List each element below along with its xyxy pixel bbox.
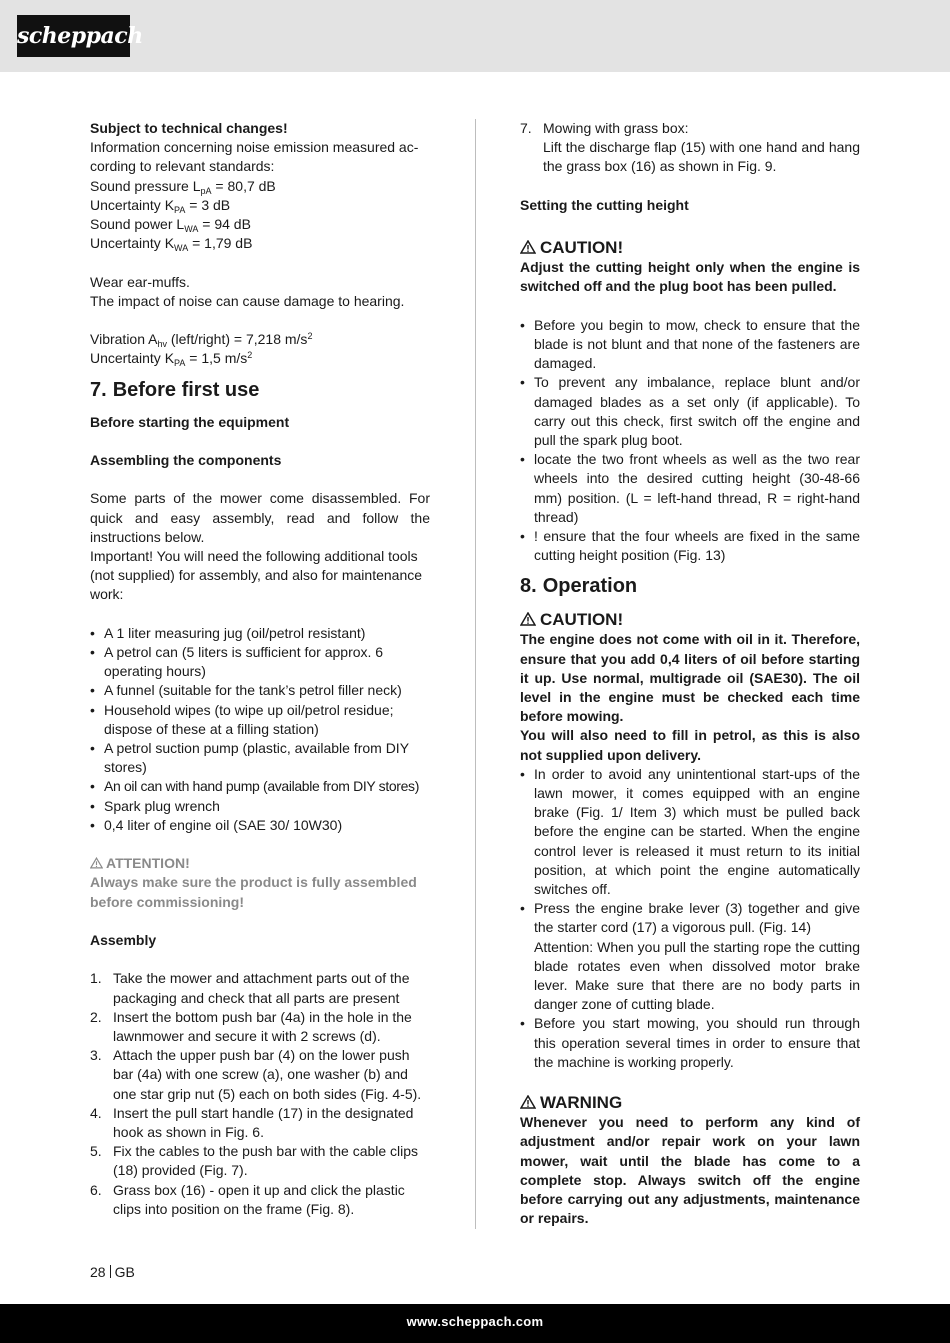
section-heading-8: 8. Operation [520,575,638,598]
noise-info-line-1: Information concerning noise emission measured ac- [90,139,419,156]
vibration-value: Vibration $A_{hv}$ (left/right) = 7,218 $m/s^2$ [90,331,313,350]
assembling-heading: Assembling the components [90,452,282,468]
list-item: 5. Fix the cables to the push bar with the cable clips (18) provided (Fig. 7). [90,1143,419,1179]
list-item: • locate the two front wheels as well as the two rear wheels into the desired cutting height (30-48-66 mm) position. (L = left-hand thread, R = right-hand thread) [520,450,860,527]
uncertainty-kwa: Uncertainty $K_{WA} = 1,79$ dB [90,235,253,254]
cutting-height-heading: Setting the cutting height [520,196,689,213]
intro-paragraph-2: Important! You will need the following additional tools (not supplied) for assembly, and also for maintenance work: [90,548,423,603]
page-number: 28 GB [90,1264,135,1280]
list-item: 1. Take the mower and attachment parts out of the packaging and check that all parts are present [90,970,410,1006]
list-item: • Before you start mowing, you should run through this operation several times in order to ensure that the machine is working properly. [520,1014,860,1072]
list-item: 7. Mowing with grass box: Lift the discharge flap (15) with one hand and hang the grass box (16) as shown in Fig. 9. [520,120,860,175]
left-column [90,119,430,1219]
warning-triangle-icon [90,857,103,869]
ear-muffs-note: Wear ear-muffs. [90,273,190,290]
cutting-height-list [520,316,860,566]
list-item: 4. Insert the pull start handle (17) in the designated hook as shown in Fig. 6. [90,1104,414,1141]
assembly-steps [90,969,430,1219]
intro-paragraph-1: Some parts of the mower come disassembled. For quick and easy assembly, read and follow the instructions below. [90,490,430,545]
attention-heading: ATTENTION! [90,854,430,873]
right-column [520,119,860,1228]
vibration-uncertainty: Uncertainty $K_{PA} = 1,5$ $m/s^2$ [90,350,253,369]
list-item: • 0,4 liter of engine oil (SAE 30/ 10W30) [90,816,430,835]
list-item: • To prevent any imbalance, replace blunt and/or damaged blades as a set only (if applicable). To carry out this check, first switch off the engine and pull the spark plug boot. [520,373,860,450]
list-item: • Before you begin to mow, check to ensure that the blade is not blunt and that none of the fasteners are damaged. [520,316,860,374]
technical-changes-note: Subject to technical changes! [90,120,288,136]
caution-heading-2: CAUTION! [520,609,860,630]
list-item: • Press the engine brake lever (3) together and give the starter cord (17) a vigorous pull. (Fig. 14) Attention: When you pull the starting rope the cutting blade rotates even when dissolved motor brake lever. Make sure that there are no body parts in danger zone of cutting blade. [520,899,860,1014]
caution-heading-1: CAUTION! [520,237,860,258]
warning-triangle-icon [520,612,536,626]
list-item: 6. Grass box (16) - open it up and click the plastic clips into position on the frame (Fig. 8). [90,1181,405,1217]
list-item: • A 1 liter measuring jug (oil/petrol resistant) [90,624,430,643]
list-item: 2. Insert the bottom push bar (4a) in the hole in the lawnmower and secure it with 2 screws (d). [90,1008,412,1045]
caution-text-2: The engine does not come with oil in it. Therefore, ensure that you add 0,4 liters of oil before starting it up. Use normal, multigrade oil (SAE30). The oil level in the engine must be checked each time before mowing. [520,631,860,725]
website-link[interactable]: www.scheppach.com [406,1314,544,1329]
list-item: • ! ensure that the four wheels are fixed in the same cutting height position (Fig. 13) [520,527,860,565]
column-divider [475,119,476,1229]
tools-list [90,624,430,835]
caution-text-1: Adjust the cutting height only when the engine is switched off and the plug boot has been pulled. [520,259,860,295]
list-item: • Spark plug wrench [90,797,430,816]
noise-info-line-2: cording to relevant standards: [90,158,275,175]
list-item: • A petrol suction pump (plastic, available from DIY stores) [90,739,430,777]
sound-pressure: Sound pressure $L_{pA} = 80,7$ dB [90,177,276,196]
attention-text: Always make sure the product is fully assembled before commissioning! [90,874,417,910]
warning-text: Whenever you need to perform any kind of adjustment and/or repair work on your lawn mower, wait until the blade has come to a complete stop. Always switch off the engine before carrying out any adjustments, maintenance or repairs. [520,1114,860,1227]
operation-list [520,765,860,1072]
page-header [0,0,950,72]
list-item: • A funnel (suitable for the tank’s petrol filler neck) [90,681,430,700]
assembly-step-7 [520,119,860,177]
before-starting-heading: Before starting the equipment [90,413,290,430]
brand-logo: scheppach [17,15,130,57]
warning-triangle-icon [520,240,536,254]
hearing-damage-note: The impact of noise can cause damage to hearing. [90,292,405,309]
warning-heading: WARNING [520,1092,860,1113]
list-item: • Household wipes (to wipe up oil/petrol residue; dispose of these at a filling station) [90,701,430,739]
list-item: • In order to avoid any unintentional start-ups of the lawn mower, it comes equipped with an engine brake (Fig. 1/ Item 3) which must be pulled back before the engine can be started. When the engine control lever is released it must return to its initial position, at which point the engine automatically switches off. [520,765,860,899]
warning-triangle-icon [520,1095,536,1109]
sound-power: Sound power $L_{WA} = 94$ dB [90,216,251,235]
footer-bar [0,1304,950,1343]
list-item: • A petrol can (5 liters is sufficient for approx. 6 operating hours) [90,643,430,681]
uncertainty-kpa: Uncertainty $K_{PA} = 3$ dB [90,196,231,215]
assembly-heading: Assembly [90,932,157,949]
caution-text-3: You will also need to fill in petrol, as this is also not supplied upon delivery. [520,727,860,763]
section-heading-7: 7. Before first use [90,378,260,401]
list-item: • An oil can with hand pump (available from DIY stores) [90,777,430,796]
list-item: 3. Attach the upper push bar (4) on the lower push bar (4a) with one screw (a), one washer (b) and one star grip nut (5) each on both sides (Fig. 4-5). [90,1047,422,1102]
